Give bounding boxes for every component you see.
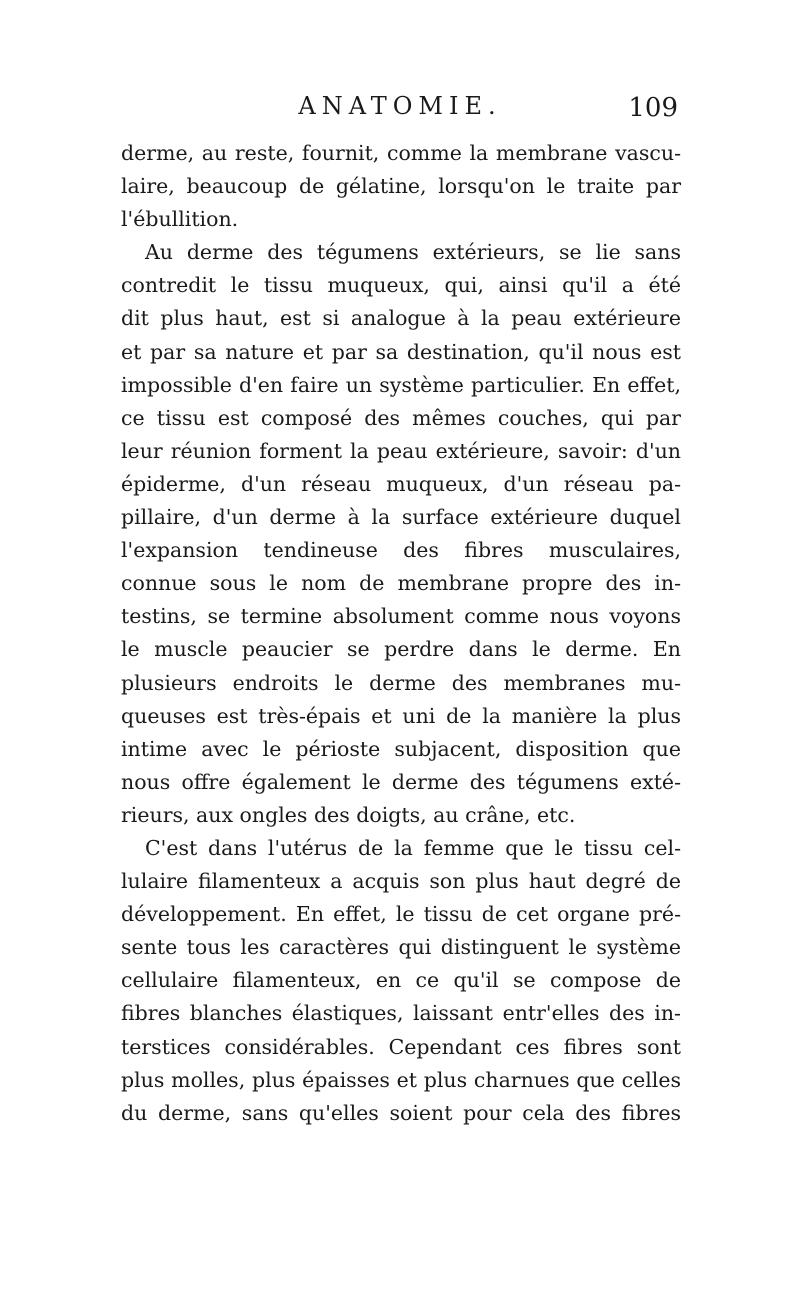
- text-line: pillaire, d'un derme à la surface extérieure duquel: [121, 505, 681, 530]
- text-line: testins, se termine absolument comme nous voyons: [121, 604, 681, 629]
- text-line: du derme, sans qu'elles soient pour cela des fibres: [121, 1100, 681, 1125]
- text-line: sente tous les caractères qui distinguent le système: [121, 935, 681, 960]
- text-line: ce tissu est composé des mêmes couches, qui par: [121, 405, 681, 430]
- text-line: Au derme des tégumens extérieurs, se lie sans: [145, 240, 681, 265]
- text-line: plusieurs endroits le derme des membranes mu-: [121, 670, 681, 695]
- text-line: l'expansion tendineuse des fibres musculaires,: [121, 538, 681, 563]
- text-line: plus molles, plus épaisses et plus charnues que celles: [121, 1067, 681, 1092]
- text-line: queuses est très-épais et uni de la manière la plus: [121, 703, 681, 728]
- text-line: rieurs, aux ongles des doigts, au crâne, etc.: [121, 802, 576, 827]
- text-line: contredit le tissu muqueux, qui, ainsi qu'il a été: [121, 273, 681, 298]
- text-line: leur réunion forment la peau extérieure, savoir: d'un: [121, 438, 681, 463]
- text-line: et par sa nature et par sa destination, qu'il nous est: [121, 339, 681, 364]
- paragraph: [121, 137, 681, 236]
- paragraph: [121, 236, 681, 832]
- text-line: connue sous le nom de membrane propre des in-: [121, 571, 681, 596]
- text-line: le muscle peaucier se perdre dans le derme. En: [121, 637, 681, 662]
- text-line: nous offre également le derme des tégumens exté-: [121, 769, 681, 794]
- text-line: laire, beaucoup de gélatine, lorsqu'on le traite par: [121, 174, 681, 199]
- text-line: intime avec le périoste subjacent, disposition que: [121, 736, 681, 761]
- text-line: derme, au reste, fournit, comme la membrane vascu-: [121, 141, 681, 165]
- text-line: l'ébullition.: [121, 207, 239, 232]
- text-line: développement. En effet, le tissu de cet organe pré-: [121, 902, 681, 927]
- text-line: fibres blanches élastiques, laissant entr'elles des in-: [121, 1001, 681, 1026]
- text-line: épiderme, d'un réseau muqueux, d'un réseau pa-: [121, 471, 681, 496]
- paragraph: [121, 832, 681, 1130]
- running-title: ANATOMIE.: [298, 92, 502, 120]
- text-line: cellulaire filamenteux, en ce qu'il se compose de: [121, 968, 681, 993]
- text-line: dit plus haut, est si analogue à la peau extérieure: [121, 306, 681, 331]
- text-line: impossible d'en faire un système particulier. En effet,: [121, 372, 681, 397]
- text-line: terstices considérables. Cependant ces fibres sont: [121, 1034, 681, 1059]
- running-header: [120, 92, 680, 128]
- body-text: [121, 137, 681, 1130]
- page-number: 109: [628, 93, 678, 123]
- text-line: lulaire filamenteux a acquis son plus haut degré de: [121, 869, 681, 894]
- text-line: C'est dans l'utérus de la femme que le tissu cel-: [145, 835, 681, 860]
